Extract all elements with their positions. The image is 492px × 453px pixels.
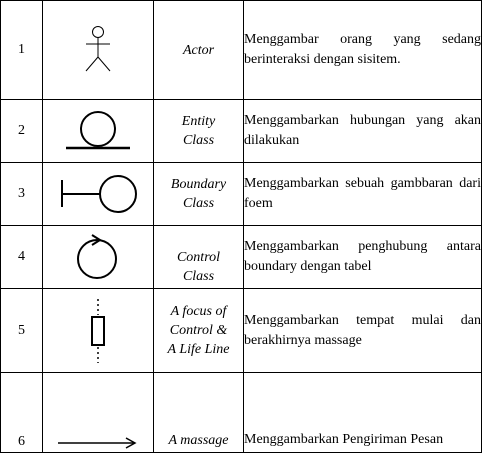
row-number: 3: [1, 163, 43, 226]
symbol-name-line: Class: [182, 196, 215, 211]
row-number: 5: [1, 289, 43, 373]
table-row: [1, 1, 482, 100]
symbol-name: [154, 1, 244, 100]
table-row: [1, 100, 482, 163]
lifeline-icon: [88, 299, 108, 363]
row-number: 6: [1, 373, 43, 453]
symbol-name: [154, 373, 244, 453]
symbol-description: Menggambarkan hubungan yang akan dilakukan: [244, 100, 482, 163]
symbol-description: Menggambar orang yang sedang berinteraksi dengan sisitem.: [244, 1, 482, 100]
symbol-description: Menggambarkan sebuah gambbaran dari foem: [244, 163, 482, 226]
table-row: [1, 373, 482, 453]
icon-cell: [43, 1, 154, 100]
symbol-name-line: Class: [182, 269, 215, 284]
symbol-description: Menggambarkan tempat mulai dan berakhirnya massage: [244, 289, 482, 373]
table-row: [1, 226, 482, 289]
icon-cell: [43, 373, 154, 453]
symbol-name: [154, 226, 244, 289]
row-number: 2: [1, 100, 43, 163]
message-arrow-icon: [56, 436, 140, 450]
actor-icon: [78, 25, 118, 75]
symbol-name-line: A focus of: [170, 304, 227, 319]
table-row: [1, 289, 482, 373]
control-icon: [73, 232, 123, 282]
symbol-description: Menggambarkan Pengiriman Pesan: [244, 373, 482, 453]
symbol-name: [154, 100, 244, 163]
symbol-name-line: Control: [176, 250, 221, 265]
icon-cell: [43, 163, 154, 226]
table-row: [1, 163, 482, 226]
symbol-name: [154, 163, 244, 226]
icon-cell: [43, 226, 154, 289]
symbol-name-line: A Life Line: [167, 342, 230, 357]
symbol-name: [154, 289, 244, 373]
row-number: 4: [1, 226, 43, 289]
icon-cell: [43, 100, 154, 163]
row-number: 1: [1, 1, 43, 100]
symbol-name-line: Boundary: [170, 177, 227, 192]
symbol-name-line: Actor: [182, 42, 215, 58]
symbol-description: Menggambarkan penghubung antara boundary dengan tabel: [244, 226, 482, 289]
boundary-icon: [56, 173, 140, 215]
symbol-name-line: A massage: [168, 433, 229, 448]
symbol-name-line: Entity: [181, 114, 216, 129]
symbol-name-line: Control &: [169, 323, 228, 338]
symbol-name-line: Class: [182, 133, 215, 148]
entity-icon: [58, 110, 138, 152]
icon-cell: [43, 289, 154, 373]
